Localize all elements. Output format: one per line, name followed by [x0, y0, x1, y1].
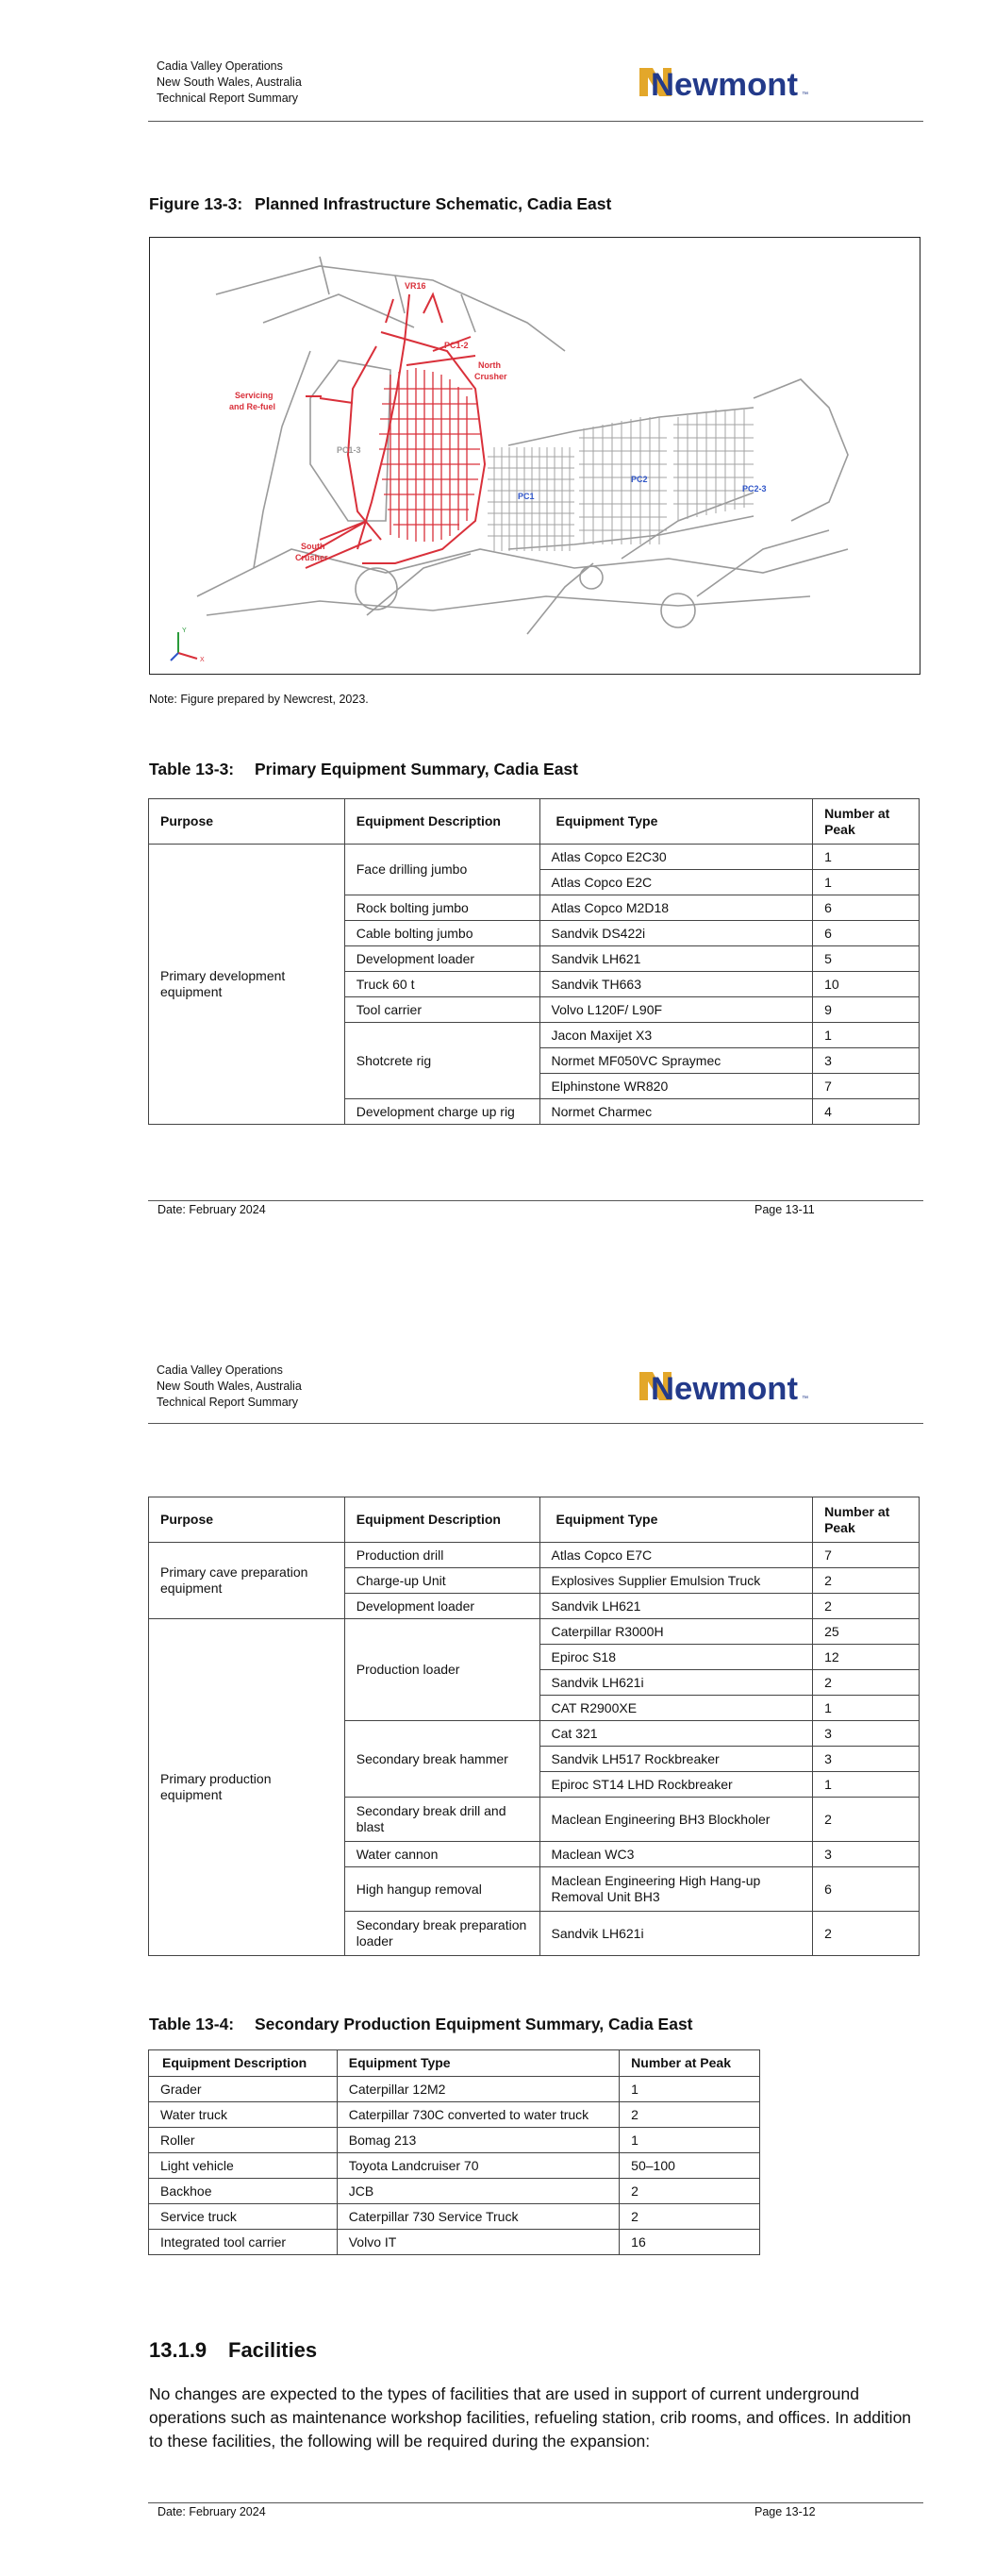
col-number-at-peak: Number at Peak — [813, 799, 920, 845]
count-cell: 6 — [813, 1867, 920, 1912]
count-cell: 12 — [813, 1645, 920, 1670]
figure-caption — [149, 194, 611, 214]
count-cell: 1 — [813, 1696, 920, 1721]
count-cell: 3 — [813, 1842, 920, 1867]
type-cell: Sandvik LH621i — [539, 1912, 813, 1956]
description-cell: Water cannon — [344, 1842, 539, 1867]
table-13-3-caption — [149, 760, 578, 779]
label-pc1-2: PC1-2 — [444, 341, 469, 350]
page-header — [157, 59, 302, 107]
description-cell: Development loader — [344, 1594, 539, 1619]
description-cell: Truck 60 t — [344, 972, 539, 997]
count-cell: 2 — [813, 1670, 920, 1696]
section-number: 13.1.9 — [149, 2338, 207, 2362]
logo-wordmark: Newmont — [651, 1371, 798, 1405]
header-region: New South Wales, Australia — [157, 75, 302, 89]
type-cell: JCB — [337, 2179, 619, 2204]
type-cell: Sandvik LH621i — [539, 1670, 813, 1696]
label-south-crusher-2: Crusher — [295, 553, 328, 562]
table-13-4-caption — [149, 2015, 693, 2034]
footer-date: Date: February 2024 — [158, 2505, 266, 2518]
type-cell: Sandvik TH663 — [539, 972, 813, 997]
footer-page-number: Page 13-11 — [755, 1203, 815, 1216]
label-north-crusher-1: North — [478, 360, 501, 370]
type-cell: Atlas Copco E2C — [539, 870, 813, 895]
col-equipment-type: Equipment Type — [539, 1497, 813, 1543]
red-planned-grid — [379, 368, 480, 542]
description-cell: Rock bolting jumbo — [344, 895, 539, 921]
count-cell: 1 — [813, 1772, 920, 1798]
axis-y-label: Y — [182, 627, 187, 634]
type-cell: CAT R2900XE — [539, 1696, 813, 1721]
table-header-row — [149, 799, 920, 845]
table-13-3-title: Primary Equipment Summary, Cadia East — [255, 760, 578, 778]
schematic-drawing — [150, 238, 919, 673]
logo-wordmark: Newmont — [651, 67, 798, 101]
section-title: Facilities — [228, 2338, 318, 2362]
count-cell: 2 — [813, 1594, 920, 1619]
col-purpose: Purpose — [149, 1497, 345, 1543]
type-cell: Elphinstone WR820 — [539, 1074, 813, 1099]
table-row — [149, 2179, 760, 2204]
description-cell: Secondary break drill and blast — [344, 1798, 539, 1842]
axis-x-label: X — [200, 657, 205, 663]
col-number-at-peak: Number at Peak — [813, 1497, 920, 1543]
count-cell: 6 — [813, 895, 920, 921]
header-report: Technical Report Summary — [157, 1396, 299, 1409]
label-vr16: VR16 — [405, 281, 426, 291]
type-cell: Atlas Copco E2C30 — [539, 845, 813, 870]
table-header-row — [149, 1497, 920, 1543]
table-header-row — [149, 2050, 760, 2077]
footer-rule — [148, 1200, 923, 1201]
header-region: New South Wales, Australia — [157, 1380, 302, 1393]
type-cell: Sandvik DS422i — [539, 921, 813, 946]
count-cell: 6 — [813, 921, 920, 946]
description-cell: Service truck — [149, 2204, 338, 2230]
count-cell: 1 — [813, 1023, 920, 1048]
table-row — [149, 2204, 760, 2230]
header-report: Technical Report Summary — [157, 92, 299, 105]
type-cell: Maclean Engineering BH3 Blockholer — [539, 1798, 813, 1842]
header-rule — [148, 121, 923, 122]
label-servicing-1: Servicing — [235, 391, 274, 400]
page-header — [157, 1363, 302, 1411]
description-cell: Cable bolting jumbo — [344, 921, 539, 946]
logo-trademark: ™ — [802, 1396, 808, 1402]
type-cell: Caterpillar R3000H — [539, 1619, 813, 1645]
description-cell: Production loader — [344, 1619, 539, 1721]
count-cell: 3 — [813, 1721, 920, 1747]
table-row — [149, 2077, 760, 2102]
col-equipment-type: Equipment Type — [337, 2050, 619, 2077]
type-cell: Sandvik LH517 Rockbreaker — [539, 1747, 813, 1772]
type-cell: Caterpillar 730C converted to water truck — [337, 2102, 619, 2128]
table-13-3-number: Table 13-3: — [149, 760, 235, 778]
type-cell: Caterpillar 730 Service Truck — [337, 2204, 619, 2230]
count-cell: 1 — [620, 2077, 760, 2102]
count-cell: 3 — [813, 1048, 920, 1074]
figure-title: Planned Infrastructure Schematic, Cadia East — [255, 194, 612, 213]
description-cell: Development loader — [344, 946, 539, 972]
description-cell: Face drilling jumbo — [344, 845, 539, 895]
type-cell: Epiroc S18 — [539, 1645, 813, 1670]
col-equipment-description: Equipment Description — [344, 799, 539, 845]
col-purpose: Purpose — [149, 799, 345, 845]
count-cell: 10 — [813, 972, 920, 997]
type-cell: Volvo L120F/ L90F — [539, 997, 813, 1023]
newmont-logo — [639, 59, 814, 101]
table-row — [149, 2128, 760, 2153]
description-cell: Production drill — [344, 1543, 539, 1568]
count-cell: 2 — [620, 2204, 760, 2230]
count-cell: 1 — [813, 845, 920, 870]
table-13-4-title: Secondary Production Equipment Summary, Cadia East — [255, 2015, 693, 2033]
description-cell: Secondary break hammer — [344, 1721, 539, 1798]
count-cell: 5 — [813, 946, 920, 972]
purpose-cell: Primary cave preparation equipment — [149, 1543, 345, 1619]
description-cell: Backhoe — [149, 2179, 338, 2204]
type-cell: Maclean WC3 — [539, 1842, 813, 1867]
header-company: Cadia Valley Operations — [157, 59, 283, 73]
label-south-crusher-1: South — [301, 542, 325, 551]
table-row — [149, 845, 920, 870]
label-north-crusher-2: Crusher — [474, 372, 507, 381]
footer-date: Date: February 2024 — [158, 1203, 266, 1216]
count-cell: 2 — [813, 1568, 920, 1594]
type-cell: Cat 321 — [539, 1721, 813, 1747]
table-row — [149, 1619, 920, 1645]
count-cell: 7 — [813, 1543, 920, 1568]
type-cell: Atlas Copco M2D18 — [539, 895, 813, 921]
label-servicing-2: and Re-fuel — [229, 402, 276, 411]
footer-rule — [148, 2502, 923, 2503]
type-cell: Maclean Engineering High Hang-up Removal Unit BH3 — [539, 1867, 813, 1912]
label-pc2: PC2 — [631, 475, 648, 484]
description-cell: Shotcrete rig — [344, 1023, 539, 1099]
type-cell: Explosives Supplier Emulsion Truck — [539, 1568, 813, 1594]
grey-cave-grids — [488, 410, 754, 551]
count-cell: 2 — [620, 2179, 760, 2204]
section-heading — [149, 2338, 317, 2363]
infrastructure-schematic — [149, 237, 920, 675]
count-cell: 25 — [813, 1619, 920, 1645]
description-cell: Development charge up rig — [344, 1099, 539, 1125]
description-cell: Secondary break preparation loader — [344, 1912, 539, 1956]
description-cell: Water truck — [149, 2102, 338, 2128]
type-cell: Sandvik LH621 — [539, 946, 813, 972]
count-cell: 1 — [620, 2128, 760, 2153]
table-row — [149, 2102, 760, 2128]
red-planned-development — [301, 294, 485, 568]
table-row — [149, 1543, 920, 1568]
table-13-4-number: Table 13-4: — [149, 2015, 235, 2033]
count-cell: 2 — [620, 2102, 760, 2128]
newmont-logo — [639, 1363, 814, 1405]
purpose-cell: Primary production equipment — [149, 1619, 345, 1956]
logo-trademark: ™ — [802, 92, 808, 98]
page-13-12 — [0, 1288, 995, 2576]
facilities-paragraph: No changes are expected to the types of facilities that are used in support of current underground operations such as maintenance workshop facilities, refueling station, crib rooms, and offices. In addition to these facilities, the following will be required during the expansion: — [149, 2384, 912, 2451]
count-cell: 3 — [813, 1747, 920, 1772]
description-cell: Grader — [149, 2077, 338, 2102]
primary-equipment-table-continued — [148, 1497, 920, 1956]
purpose-cell: Primary development equipment — [149, 845, 345, 1125]
type-cell: Volvo IT — [337, 2230, 619, 2255]
secondary-equipment-table — [148, 2049, 760, 2255]
axis-triad — [171, 627, 205, 663]
count-cell: 2 — [813, 1912, 920, 1956]
type-cell: Atlas Copco E7C — [539, 1543, 813, 1568]
description-cell: High hangup removal — [344, 1867, 539, 1912]
description-cell: Charge-up Unit — [344, 1568, 539, 1594]
type-cell: Sandvik LH621 — [539, 1594, 813, 1619]
type-cell: Jacon Maxijet X3 — [539, 1023, 813, 1048]
count-cell: 7 — [813, 1074, 920, 1099]
description-cell: Roller — [149, 2128, 338, 2153]
description-cell: Light vehicle — [149, 2153, 338, 2179]
count-cell: 2 — [813, 1798, 920, 1842]
type-cell: Toyota Landcruiser 70 — [337, 2153, 619, 2179]
type-cell: Normet MF050VC Spraymec — [539, 1048, 813, 1074]
type-cell: Caterpillar 12M2 — [337, 2077, 619, 2102]
col-equipment-description: Equipment Description — [344, 1497, 539, 1543]
count-cell: 1 — [813, 870, 920, 895]
figure-number: Figure 13-3: — [149, 194, 243, 213]
header-rule — [148, 1423, 923, 1424]
count-cell: 50–100 — [620, 2153, 760, 2179]
header-company: Cadia Valley Operations — [157, 1363, 283, 1377]
label-pc2-3: PC2-3 — [742, 484, 767, 493]
type-cell: Bomag 213 — [337, 2128, 619, 2153]
count-cell: 16 — [620, 2230, 760, 2255]
type-cell: Normet Charmec — [539, 1099, 813, 1125]
type-cell: Epiroc ST14 LHD Rockbreaker — [539, 1772, 813, 1798]
grey-existing-drifts — [197, 257, 848, 634]
count-cell: 4 — [813, 1099, 920, 1125]
count-cell: 9 — [813, 997, 920, 1023]
primary-equipment-table — [148, 798, 920, 1125]
label-pc1: PC1 — [518, 492, 535, 501]
footer-page-number: Page 13-12 — [755, 2505, 816, 2518]
col-equipment-description: Equipment Description — [149, 2050, 338, 2077]
table-row — [149, 2230, 760, 2255]
col-number-at-peak: Number at Peak — [620, 2050, 760, 2077]
col-equipment-type: Equipment Type — [539, 799, 813, 845]
label-pc1-3: PC1-3 — [337, 445, 361, 455]
table-row — [149, 2153, 760, 2179]
figure-note: Note: Figure prepared by Newcrest, 2023. — [149, 693, 369, 706]
description-cell: Integrated tool carrier — [149, 2230, 338, 2255]
description-cell: Tool carrier — [344, 997, 539, 1023]
